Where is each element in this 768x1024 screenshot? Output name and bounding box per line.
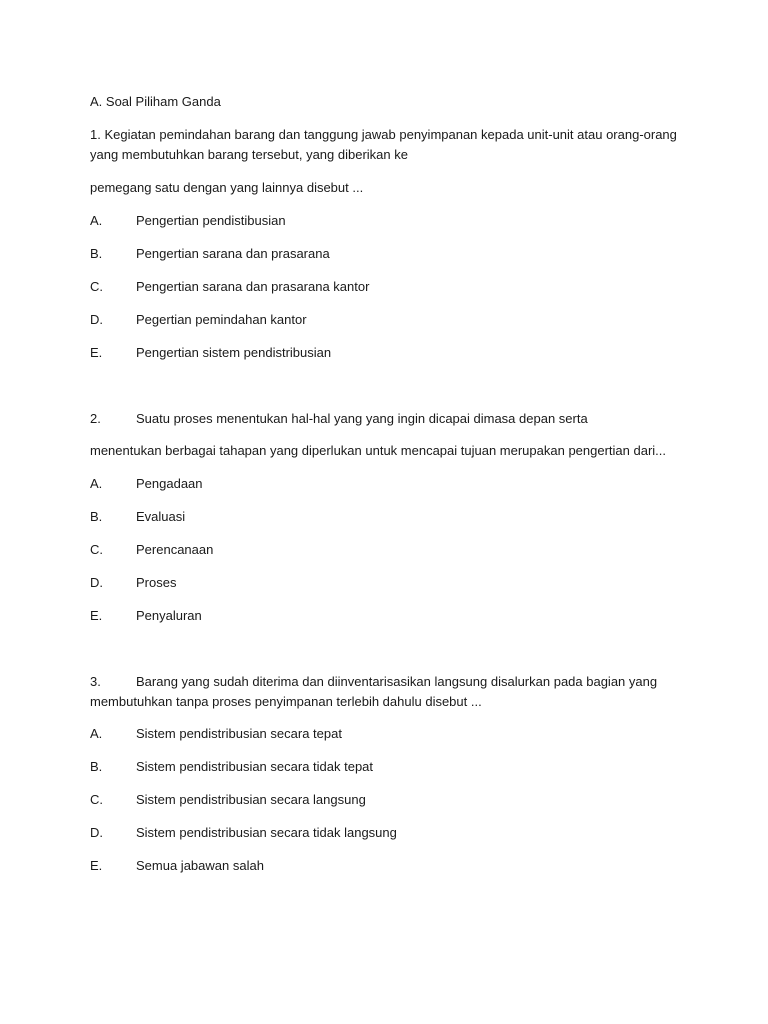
q2-option-d-letter: D. bbox=[90, 575, 103, 590]
section-title: A. Soal Piliham Ganda bbox=[90, 94, 221, 109]
q1-option-c-letter: C. bbox=[90, 279, 103, 294]
q3-option-a-text: Sistem pendistribusian secara tepat bbox=[136, 726, 342, 741]
question-2-number: 2. bbox=[90, 411, 101, 426]
q3-option-b-text: Sistem pendistribusian secara tidak tepat bbox=[136, 759, 374, 774]
q1-option-e-letter: E. bbox=[90, 345, 103, 360]
q2-option-c-letter: C. bbox=[90, 542, 103, 557]
q1-option-e-text: Pengertian sistem pendistribusian bbox=[136, 345, 332, 360]
q3-option-d-text: Sistem pendistribusian secara tidak langsung bbox=[136, 825, 397, 840]
q1-option-a-letter: A. bbox=[90, 213, 103, 228]
q3-option-b-letter: B. bbox=[90, 759, 103, 774]
q3-option-e-letter: E. bbox=[90, 858, 103, 873]
question-3-line-1: Barang yang sudah diterima dan diinventarisasikan langsung disalurkan pada bagian yang bbox=[136, 674, 658, 689]
q3-option-a-letter: A. bbox=[90, 726, 103, 741]
q2-option-a-text: Pengadaan bbox=[136, 476, 203, 491]
question-2-line-1: Suatu proses menentukan hal-hal yang yang ingin dicapai dimasa depan serta bbox=[136, 411, 588, 426]
question-1-line-3: pemegang satu dengan yang lainnya disebut ... bbox=[90, 180, 364, 195]
q3-option-d-letter: D. bbox=[90, 825, 103, 840]
question-2-line-2: menentukan berbagai tahapan yang diperlukan untuk mencapai tujuan merupakan pengertian dari... bbox=[90, 443, 667, 458]
q1-option-d-letter: D. bbox=[90, 312, 103, 327]
q2-option-b-text: Evaluasi bbox=[136, 509, 186, 524]
q1-option-c-text: Pengertian sarana dan prasarana kantor bbox=[136, 279, 370, 294]
q3-option-c-text: Sistem pendistribusian secara langsung bbox=[136, 792, 366, 807]
q2-option-d-text: Proses bbox=[136, 575, 177, 590]
q3-option-c-letter: C. bbox=[90, 792, 103, 807]
q2-option-e-letter: E. bbox=[90, 608, 103, 623]
q1-option-b-text: Pengertian sarana dan prasarana bbox=[136, 246, 330, 261]
question-3-line-2: membutuhkan tanpa proses penyimpanan terlebih dahulu disebut ... bbox=[90, 694, 482, 709]
q1-option-b-letter: B. bbox=[90, 246, 103, 261]
q2-option-b-letter: B. bbox=[90, 509, 103, 524]
question-3-number: 3. bbox=[90, 674, 101, 689]
question-1-line-2: yang membutuhkan barang tersebut, yang diberikan ke bbox=[90, 147, 408, 162]
question-1-line-1: 1. Kegiatan pemindahan barang dan tanggung jawab penyimpanan kepada unit-unit atau orang-orang bbox=[90, 127, 677, 142]
q2-option-c-text: Perencanaan bbox=[136, 542, 214, 557]
q1-option-a-text: Pengertian pendistibusian bbox=[136, 213, 286, 228]
q2-option-e-text: Penyaluran bbox=[136, 608, 202, 623]
q1-option-d-text: Pegertian pemindahan kantor bbox=[136, 312, 307, 327]
q3-option-e-text: Semua jabawan salah bbox=[136, 858, 264, 873]
q2-option-a-letter: A. bbox=[90, 476, 103, 491]
